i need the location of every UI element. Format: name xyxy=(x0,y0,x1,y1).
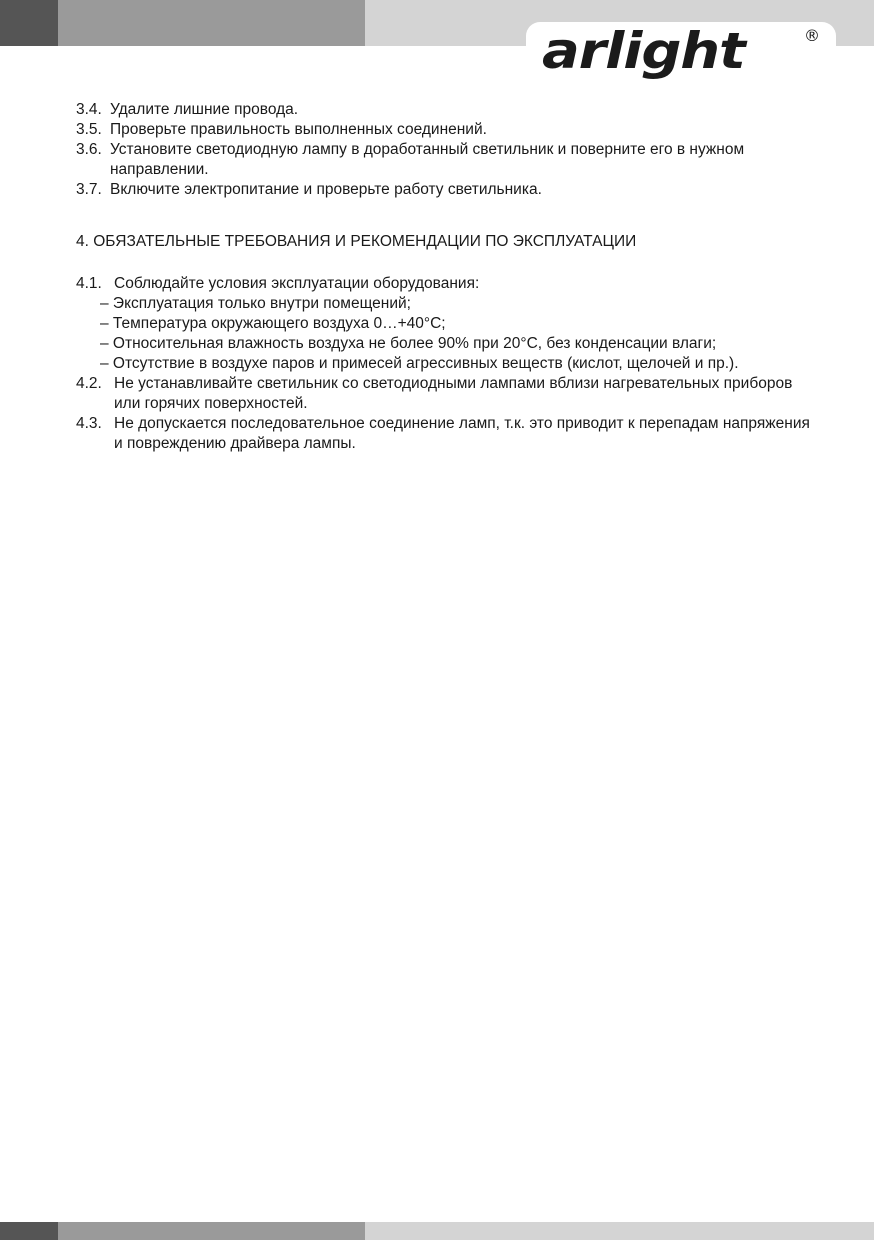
list-item-3-4 xyxy=(76,100,816,120)
list-item-4-3 xyxy=(76,414,816,454)
brand-logo: arlight xyxy=(542,22,745,80)
sub-item: – Отсутствие в воздухе паров и примесей агрессивных веществ (кислот, щелочей и пр.). xyxy=(100,355,739,372)
sub-item: – Эксплуатация только внутри помещений; xyxy=(100,295,411,312)
document-body xyxy=(76,100,816,454)
item-text: Не допускается последовательное соединение ламп, т.к. это приводит к перепадам напряжения и повреждению драйвера лампы. xyxy=(114,415,810,452)
item-number: 4.3. xyxy=(76,415,102,432)
item-text: Проверьте правильность выполненных соединений. xyxy=(110,121,487,138)
item-text: Установите светодиодную лампу в доработанный светильник и поверните его в нужном направлении. xyxy=(110,141,745,178)
registered-mark: ® xyxy=(804,26,820,45)
item-text: Включите электропитание и проверьте работу светильника. xyxy=(110,181,542,198)
header-band-mid xyxy=(58,0,365,46)
item-text: Соблюдайте условия эксплуатации оборудования: xyxy=(114,275,480,292)
sub-item: – Температура окружающего воздуха 0…+40°C; xyxy=(100,315,446,332)
item-number: 3.7. xyxy=(76,181,102,198)
item-number: 3.4. xyxy=(76,101,102,118)
section-heading: 4. ОБЯЗАТЕЛЬНЫЕ ТРЕБОВАНИЯ И РЕКОМЕНДАЦИИ ПО ЭКСПЛУАТАЦИИ xyxy=(76,233,637,250)
item-text: Не устанавливайте светильник со светодиодными лампами вблизи нагревательных приборов или горячих поверхностей. xyxy=(114,375,793,412)
list-item-4-2 xyxy=(76,374,816,414)
item-text: Удалите лишние провода. xyxy=(110,101,299,118)
item-number: 4.1. xyxy=(76,275,102,292)
list-item-3-5 xyxy=(76,120,816,140)
sub-item: – Относительная влажность воздуха не более 90% при 20°C, без конденсации влаги; xyxy=(100,335,717,352)
header-band-dark xyxy=(0,0,58,46)
list-item-4-1 xyxy=(76,274,816,294)
list-item-3-6 xyxy=(76,140,816,180)
footer-band-dark xyxy=(0,1222,58,1240)
item-number: 4.2. xyxy=(76,375,102,392)
item-number: 3.6. xyxy=(76,141,102,158)
list-item-3-7 xyxy=(76,180,816,200)
item-number: 3.5. xyxy=(76,121,102,138)
footer-band xyxy=(0,1222,874,1240)
footer-band-mid xyxy=(58,1222,365,1240)
footer-band-light xyxy=(365,1222,874,1240)
